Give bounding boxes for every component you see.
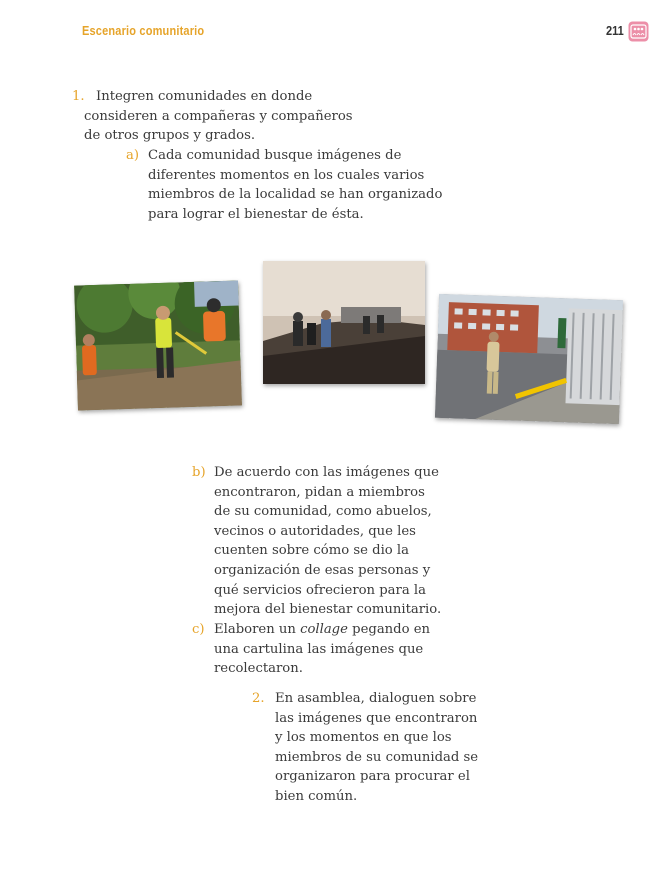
page-number: 211 (606, 24, 624, 38)
activity-2 (252, 689, 478, 807)
text-line: Integren comunidades en donde (96, 89, 313, 104)
text-line: organización de esas personas y (214, 562, 431, 578)
text-segment: Elaboren un (214, 622, 301, 637)
text-segment: pegando en (347, 622, 431, 637)
activity-1b (192, 463, 441, 620)
community-scenario-emblem-icon (628, 21, 649, 42)
photo-tree-planting (74, 280, 242, 410)
text-line: una cartulina las imágenes que (214, 641, 424, 657)
text-line: diferentes momentos en los cuales varios (148, 167, 425, 183)
text-line: encontraron, pidan a miembros (214, 484, 425, 500)
text-line: qué servicios ofrecieron para la (214, 582, 426, 598)
italic-term: collage (300, 622, 348, 637)
text-line: miembros de su comunidad se (275, 749, 479, 765)
activity-1a (126, 146, 442, 224)
text-line: consideren a compañeras y compañeros (84, 108, 353, 124)
list-marker: 2. (252, 691, 265, 706)
text-line (214, 620, 430, 640)
photo-street-painting (435, 294, 623, 424)
text-line: para lograr el bienestar de ésta. (148, 206, 364, 222)
text-line: y los momentos en que los (275, 730, 452, 746)
section-title: Escenario comunitario (82, 24, 205, 38)
text-line: De acuerdo con las imágenes que (214, 465, 439, 480)
text-line: mejora del bienestar comunitario. (214, 602, 442, 618)
text-line: de otros grupos y grados. (84, 128, 256, 144)
text-line: Cada comunidad busque imágenes de (148, 148, 402, 163)
text-line: de su comunidad, como abuelos, (214, 504, 432, 520)
text-line: las imágenes que encontraron (275, 710, 478, 726)
text-line: organizaron para procurar el (275, 769, 470, 785)
activity-1c (192, 620, 430, 679)
text-line: recolectaron. (214, 661, 303, 677)
list-marker: b) (192, 465, 206, 480)
text-line: En asamblea, dialoguen sobre (275, 691, 477, 706)
photo-community-walk (263, 261, 425, 384)
text-line: vecinos o autoridades, que les (214, 523, 416, 539)
list-marker: a) (126, 148, 140, 163)
list-marker: 1. (72, 89, 85, 104)
text-line: bien común. (275, 788, 358, 804)
activity-1 (72, 87, 353, 146)
text-line: cuenten sobre cómo se dio la (214, 543, 410, 559)
text-line: miembros de la localidad se han organizado (148, 187, 443, 203)
list-marker: c) (192, 622, 205, 637)
